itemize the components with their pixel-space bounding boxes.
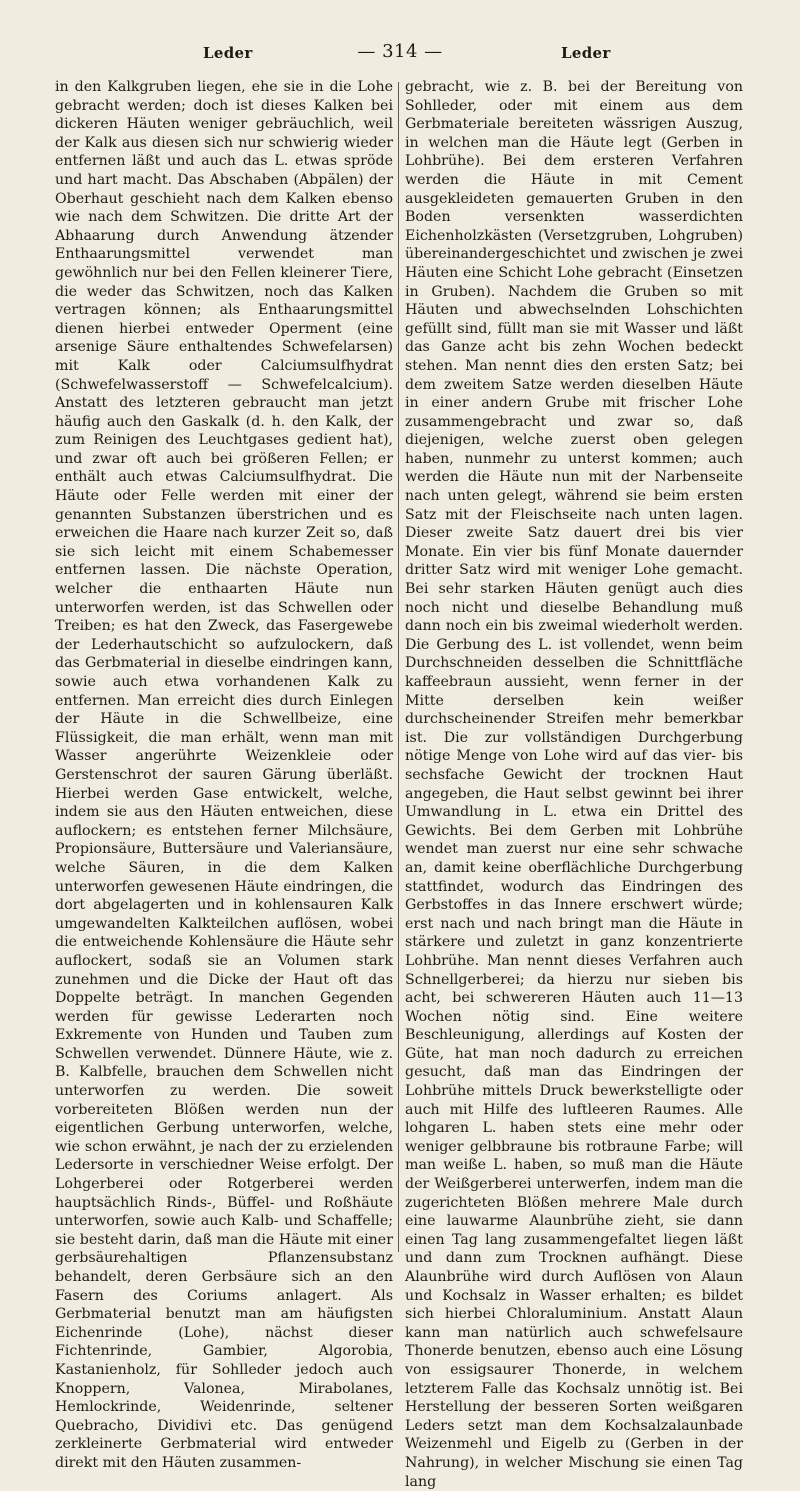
column-divider	[398, 82, 399, 1252]
text-column-right	[405, 78, 743, 1491]
text-column-left	[55, 78, 393, 1473]
page-number: — 314 —	[357, 41, 443, 62]
running-head-right: Leder	[561, 44, 611, 62]
column-text: gebracht, wie z. B. bei der Bereitung von Sohlleder, oder mit einem aus dem Gerbmateriale bereiteten wässrigen Auszug, in welchen man die Häute legt (Gerben in Lohbrühe). Bei dem ersteren Verfahren werden die Häute in mit Cement ausgekleideten gemauerten Gruben in den Boden versenkten wasserdichten Eichenholzkästen (Versetzgruben, Lohgruben) übereinandergeschichtet und zwischen je zwei Häuten eine Schicht Lohe gebracht (Einsetzen in Gruben). Nachdem die Gruben so mit Häuten und abwechselnden Lohschichten gefüllt sind, füllt man sie mit Wasser und läßt das Ganze acht bis zehn Wochen bedeckt stehen. Man nennt dies den ersten Satz; bei dem zweitem Satze werden dieselben Häute in einer andern Grube mit frischer Lohe zusammengebracht und zwar so, daß diejenigen, welche zuerst oben gelegen haben, nunmehr zu unterst kommen; auch werden die Häute nun mit der Narbenseite nach unten gelegt, während sie beim ersten Satz mit der Fleischseite nach unten lagen. Dieser zweite Satz dauert drei bis vier Monate. Ein vier bis fünf Monate dauernder dritter Satz wird mit weniger Lohe gemacht. Bei sehr starken Häuten genügt auch dies noch nicht und dieselbe Behandlung muß dann noch ein bis zweimal wiederholt werden. Die Gerbung des L. ist vollendet, wenn beim Durchschneiden desselben die Schnittfläche kaffeebraun aussieht, wenn ferner in der Mitte derselben kein weißer durchscheinender Streifen mehr bemerkbar ist. Die zur vollständigen Durchgerbung nötige Menge von Lohe wird auf das vier- bis sechsfache Gewicht der trocknen Haut angegeben, die Haut selbst gewinnt bei ihrer Umwandlung in L. etwa ein Drittel des Gewichts. Bei dem Gerben mit Lohbrühe wendet man zuerst nur eine sehr schwache an, damit keine oberflächliche Durchgerbung stattfindet, wodurch das Eindringen des Gerbstoffes in das Innere erschwert würde; erst nach und nach bringt man die Häute in stärkere und zuletzt in ganz konzentrierte Lohbrühe. Man nennt dieses Verfahren auch Schnellgerberei; da hierzu nur sieben bis acht, bei schwereren Häuten auch 11—13 Wochen nötig sind. Eine weitere Beschleunigung, allerdings auf Kosten der Güte, hat man noch dadurch zu erreichen gesucht, daß man das Eindringen der Lohbrühe mittels Druck bewerkstelligte oder auch mit Hilfe des luftleeren Raumes. Alle lohgaren L. haben stets eine mehr oder weniger gelbbraune bis rotbraune Farbe; will man weiße L. haben, so muß man die Häute der Weißgerberei unterwerfen, indem man die zugerichteten Blößen mehrere Male durch eine lauwarme Alaunbrühe zieht, sie dann einen Tag lang zusammengefaltet liegen läßt und dann zum Trocknen aufhängt. Diese Alaunbrühe wird durch Auflösen von Alaun und Kochsalz in Wasser erhalten; es bildet sich hierbei Chloraluminium. Anstatt Alaun kann man natürlich auch schwefelsaure Thonerde benutzen, ebenso auch eine Lösung von essigsaurer Thonerde, in welchem letzterem Falle das Kochsalz unnötig ist. Bei Herstellung der besseren Sorten weißgaren Leders setzt man dem Kochsalzalaunbade Weizenmehl und Eigelb zu (Gerben in der Nahrung), in welcher Mischung sie einen Tag lang	[405, 79, 743, 1490]
running-head-left: Leder	[203, 44, 253, 62]
column-text: in den Kalkgruben liegen, ehe sie in die Lohe gebracht werden; doch ist dieses Kalken bei dickeren Häuten weniger gebräuchlich, weil der Kalk aus diesen sich nur schwierig wieder entfernen läßt und auch das L. etwas spröde und hart macht. Das Abschaben (Abpälen) der Oberhaut geschieht nach dem Kalken ebenso wie nach dem Schwitzen. Die dritte Art der Abhaarung durch Anwendung ätzender Enthaarungsmittel verwendet man gewöhnlich nur bei den Fellen kleinerer Tiere, die weder das Schwitzen, noch das Kalken vertragen können; als Enthaarungsmittel dienen hierbei entweder Operment (eine arsenige Säure enthaltendes Schwefelarsen) mit Kalk oder Calciumsulfhydrat (Schwefelwasserstoff — Schwefelcalcium). Anstatt des letzteren gebraucht man jetzt häufig auch den Gaskalk (d. h. den Kalk, der zum Reinigen des Leuchtgases gedient hat), und zwar oft auch bei größeren Fellen; er enthält auch etwas Calciumsulfhydrat. Die Häute oder Felle werden mit einer der genannten Substanzen überstrichen und es erweichen die Haare nach kurzer Zeit so, daß sie sich leicht mit einem Schabemesser entfernen lassen. Die nächste Operation, welcher die enthaarten Häute nun unterworfen werden, ist das Schwellen oder Treiben; es hat den Zweck, das Fasergewebe der Lederhautschicht so aufzulockern, daß das Gerbmaterial in dieselbe eindringen kann, sowie auch etwa vorhandenen Kalk zu entfernen. Man erreicht dies durch Einlegen der Häute in die Schwellbeize, eine Flüssigkeit, die man erhält, wenn man mit Wasser angerührte Weizenkleie oder Gerstenschrot der sauren Gärung überläßt. Hierbei werden Gase entwickelt, welche, indem sie aus den Häuten entweichen, diese auflockern; es entstehen ferner Milchsäure, Propionsäure, Buttersäure und Valeriansäure, welche Säuren, in die dem Kalken unterworfen gewesenen Häute eindringen, die dort abgelagerten und in kohlensauren Kalk umgewandelten Kalkteilchen auflösen, wobei die entweichende Kohlensäure die Häute sehr auflockert, sodaß sie an Volumen stark zunehmen und die Dicke der Haut oft das Doppelte beträgt. In manchen Gegenden werden für gewisse Lederarten noch Exkremente von Hunden und Tauben zum Schwellen verwendet. Dünnere Häute, wie z. B. Kalbfelle, brauchen dem Schwellen nicht unterworfen zu werden. Die soweit vorbereiteten Blößen werden nun der eigentlichen Gerbung unterworfen, welche, wie schon erwähnt, je nach der zu erzielenden Ledersorte in verschiedner Weise erfolgt. Der Lohgerberei oder Rotgerberei werden hauptsächlich Rinds-, Büffel- und Roßhäute unterworfen, sowie auch Kalb- und Schaffelle; sie besteht darin, daß man die Häute mit einer gerbsäurehaltigen Pflanzensubstanz behandelt, deren Gerbsäure sich an den Fasern des Coriums anlagert. Als Gerbmaterial benutzt man am häufigsten Eichenrinde (Lohe), nächst dieser Fichtenrinde, Gambier, Algorobia, Kastanienholz, für Sohlleder jedoch auch Knoppern, Valonea, Mirabolanes, Hemlockrinde, Weidenrinde, seltener Quebracho, Dividivi etc. Das genügend zerkleinerte Gerbmaterial wird entweder direkt mit den Häuten zusammen-	[55, 79, 393, 1471]
page-header	[0, 41, 800, 64]
